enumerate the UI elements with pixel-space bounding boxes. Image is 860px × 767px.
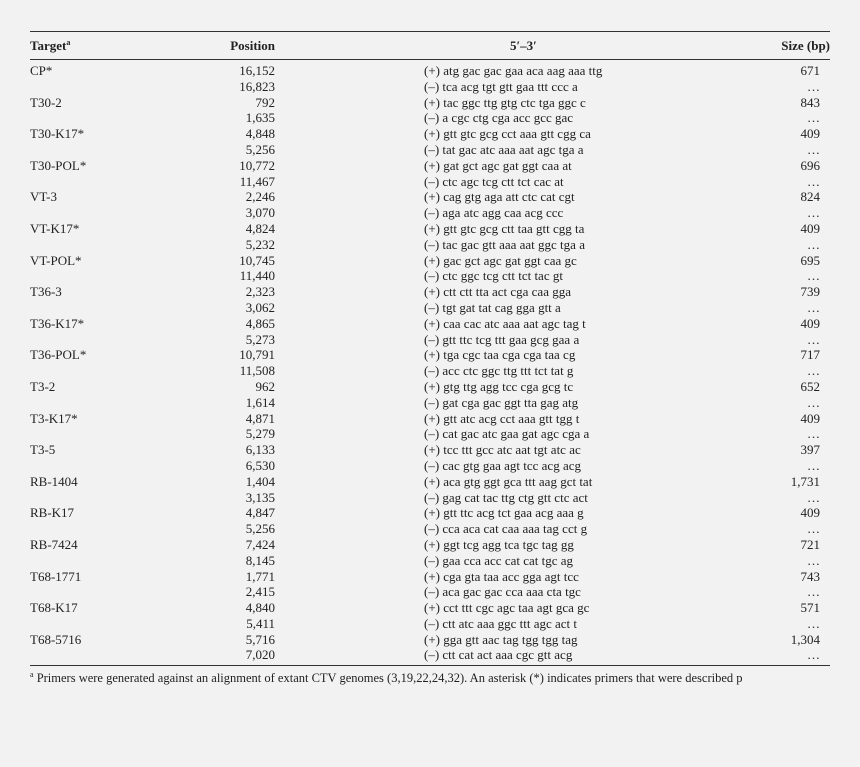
cell-sequence: (–) acc ctc ggc ttg ttt tct tat g: [424, 363, 574, 379]
cell-size: 652: [800, 378, 820, 394]
table-row: [0, 174, 860, 190]
cell-position: 792: [255, 94, 275, 110]
table-body: [0, 63, 860, 663]
cell-size: 409: [800, 315, 820, 331]
cell-size: 571: [800, 600, 820, 616]
cell-sequence: (–) ctc agc tcg ctt tct cac at: [424, 173, 564, 189]
table-row: [0, 474, 860, 490]
cell-position: 4,848: [245, 126, 275, 142]
cell-size: …: [807, 141, 820, 157]
cell-size: …: [807, 489, 820, 505]
header-target-label: Target: [30, 38, 67, 53]
cell-sequence: (+) cct ttt cgc agc taa agt gca gc: [424, 600, 590, 616]
cell-sequence: (+) cga gta taa acc gga agt tcc: [424, 568, 579, 584]
table-row: [0, 584, 860, 600]
cell-sequence: (–) gaa cca acc cat cat tgc ag: [424, 552, 574, 568]
cell-target: VT-K17*: [30, 220, 80, 236]
table-row: [0, 505, 860, 521]
cell-sequence: (–) tca acg tgt gtt gaa ttt ccc a: [424, 78, 578, 94]
cell-size: 695: [800, 252, 820, 268]
cell-position: 7,020: [245, 647, 275, 663]
header-sequence: 5′–3′: [510, 38, 537, 53]
cell-size: 843: [800, 94, 820, 110]
table-row: [0, 158, 860, 174]
cell-position: 3,135: [245, 489, 275, 505]
cell-position: 10,772: [239, 157, 275, 173]
cell-position: 1,404: [245, 473, 275, 489]
cell-size: 743: [800, 568, 820, 584]
cell-target: RB-1404: [30, 473, 78, 489]
cell-position: 4,865: [245, 315, 275, 331]
cell-size: …: [807, 647, 820, 663]
cell-size: …: [807, 426, 820, 442]
cell-sequence: (+) tga cgc taa cga cga taa cg: [424, 347, 576, 363]
table-row: [0, 95, 860, 111]
cell-size: …: [807, 615, 820, 631]
cell-size: …: [807, 457, 820, 473]
cell-sequence: (–) ctc ggc tcg ctt tct tac gt: [424, 268, 563, 284]
cell-size: …: [807, 205, 820, 221]
cell-sequence: (–) ctt atc aaa ggc ttt agc act t: [424, 615, 578, 631]
cell-sequence: (–) gtt ttc tcg ttt gaa gcg gaa a: [424, 331, 580, 347]
table-row: [0, 363, 860, 379]
cell-position: 5,279: [245, 426, 275, 442]
cell-position: 3,062: [245, 299, 275, 315]
cell-sequence: (–) ctt cat act aaa cgc gtt acg: [424, 647, 573, 663]
cell-sequence: (+) gat gct agc gat ggt caa at: [424, 157, 572, 173]
cell-position: 10,791: [239, 347, 275, 363]
table-row: [0, 411, 860, 427]
table-bottom-rule: [30, 665, 830, 666]
cell-size: …: [807, 331, 820, 347]
table-row: [0, 316, 860, 332]
table-row: [0, 379, 860, 395]
table-header-rule: [30, 59, 830, 60]
table-row: [0, 205, 860, 221]
cell-size: 409: [800, 220, 820, 236]
cell-size: …: [807, 363, 820, 379]
cell-size: …: [807, 394, 820, 410]
cell-position: 6,530: [245, 457, 275, 473]
cell-sequence: (+) tcc ttt gcc atc aat tgt atc ac: [424, 442, 581, 458]
cell-target: T30-POL*: [30, 157, 87, 173]
cell-target: VT-POL*: [30, 252, 82, 268]
cell-size: 671: [800, 63, 820, 78]
cell-position: 11,508: [239, 363, 275, 379]
cell-target: RB-7424: [30, 536, 78, 552]
cell-size: 409: [800, 410, 820, 426]
cell-position: 1,635: [245, 110, 275, 126]
table-top-rule: [30, 31, 830, 32]
table-row: [0, 189, 860, 205]
cell-position: 10,745: [239, 252, 275, 268]
cell-position: 2,323: [245, 284, 275, 300]
cell-position: 962: [255, 378, 275, 394]
table-row: [0, 569, 860, 585]
cell-sequence: (–) cat gac atc gaa gat agc cga a: [424, 426, 590, 442]
header-size: Size (bp): [781, 38, 830, 53]
cell-size: 397: [800, 442, 820, 458]
cell-sequence: (–) tgt gat tat cag gga gtt a: [424, 299, 561, 315]
cell-size: …: [807, 236, 820, 252]
cell-sequence: (+) gtt atc acg cct aaa gtt tgg t: [424, 410, 580, 426]
cell-position: 5,716: [245, 631, 275, 647]
table-row: [0, 537, 860, 553]
cell-size: 409: [800, 505, 820, 521]
cell-size: 721: [800, 536, 820, 552]
table-row: [0, 616, 860, 632]
cell-sequence: (–) tat gac atc aaa aat agc tga a: [424, 141, 584, 157]
cell-sequence: (–) cac gtg gaa agt tcc acg acg: [424, 457, 581, 473]
cell-position: 11,467: [239, 173, 275, 189]
cell-target: RB-K17: [30, 505, 75, 521]
cell-size: 739: [800, 284, 820, 300]
table-row: [0, 268, 860, 284]
cell-position: 16,152: [239, 63, 275, 78]
header-position: Position: [230, 38, 275, 53]
cell-position: 2,415: [245, 584, 275, 600]
cell-size: …: [807, 78, 820, 94]
table-row: [0, 600, 860, 616]
cell-size: 1,731: [790, 473, 820, 489]
table-row: [0, 221, 860, 237]
cell-position: 5,411: [246, 615, 275, 631]
cell-sequence: (+) gga gtt aac tag tgg tgg tag: [424, 631, 578, 647]
cell-position: 11,440: [239, 268, 275, 284]
cell-position: 1,771: [245, 568, 275, 584]
cell-position: 5,273: [245, 331, 275, 347]
cell-size: 824: [800, 189, 820, 205]
cell-position: 4,847: [245, 505, 275, 521]
cell-target: T3-K17*: [30, 410, 78, 426]
cell-size: …: [807, 521, 820, 537]
cell-size: …: [807, 110, 820, 126]
cell-sequence: (–) cca aca cat caa aaa tag cct g: [424, 521, 588, 537]
table-row: [0, 347, 860, 363]
cell-position: 6,133: [245, 442, 275, 458]
cell-sequence: (+) caa cac atc aaa aat agc tag t: [424, 315, 586, 331]
table-row: [0, 553, 860, 569]
cell-target: T36-3: [30, 284, 62, 300]
table-row: [0, 253, 860, 269]
cell-target: T36-K17*: [30, 315, 85, 331]
cell-size: …: [807, 299, 820, 315]
table-row: [0, 490, 860, 506]
cell-sequence: (+) cag gtg aga att ctc cat cgt: [424, 189, 575, 205]
cell-sequence: (–) tac gac gtt aaa aat ggc tga a: [424, 236, 585, 252]
cell-size: …: [807, 173, 820, 189]
cell-target: VT-3: [30, 189, 57, 205]
table-row: [0, 126, 860, 142]
table-row: [0, 332, 860, 348]
table-row: [0, 300, 860, 316]
cell-sequence: (+) ctt ctt tta act cga caa gga: [424, 284, 571, 300]
table-row: [0, 284, 860, 300]
cell-size: …: [807, 268, 820, 284]
table-footnote: [30, 671, 830, 686]
cell-position: 4,824: [245, 220, 275, 236]
cell-sequence: (+) gtg ttg agg tcc cga gcg tc: [424, 378, 574, 394]
cell-position: 4,840: [245, 600, 275, 616]
table-row: [0, 63, 860, 79]
cell-position: 7,424: [245, 536, 275, 552]
table-row: [0, 237, 860, 253]
cell-target: T68-5716: [30, 631, 82, 647]
cell-position: 1,614: [245, 394, 275, 410]
cell-sequence: (–) a cgc ctg cga acc gcc gac: [424, 110, 574, 126]
table-row: [0, 458, 860, 474]
cell-sequence: (–) gag cat tac ttg ctg gtt ctc act: [424, 489, 588, 505]
cell-sequence: (+) aca gtg ggt gca ttt aag gct tat: [424, 473, 593, 489]
cell-size: …: [807, 552, 820, 568]
cell-size: 717: [800, 347, 820, 363]
header-target: [30, 38, 70, 54]
cell-size: 409: [800, 126, 820, 142]
cell-sequence: (–) gat cga gac ggt tta gag atg: [424, 394, 579, 410]
cell-sequence: (+) atg gac gac gaa aca aag aaa ttg: [424, 63, 603, 78]
cell-sequence: (+) ggt tcg agg tca tgc tag gg: [424, 536, 574, 552]
cell-target: T3-2: [30, 378, 56, 394]
header-target-footnote-mark: a: [66, 38, 71, 47]
table-row: [0, 647, 860, 663]
cell-position: 2,246: [245, 189, 275, 205]
cell-position: 5,256: [245, 141, 275, 157]
footnote-text: Primers were generated against an alignment of extant CTV genomes (3,19,22,24,32). An asterisk (*) indicates primers that were described p: [33, 671, 743, 685]
cell-target: T36-POL*: [30, 347, 87, 363]
cell-position: 16,823: [239, 78, 275, 94]
table-row: [0, 79, 860, 95]
table-row: [0, 632, 860, 648]
cell-target: T30-K17*: [30, 126, 85, 142]
cell-sequence: (–) aga atc agg caa acg ccc: [424, 205, 564, 221]
cell-position: 5,256: [245, 521, 275, 537]
table-row: [0, 110, 860, 126]
cell-target: CP*: [30, 63, 53, 78]
cell-sequence: (+) gac gct agc gat ggt caa gc: [424, 252, 577, 268]
cell-size: 1,304: [790, 631, 820, 647]
cell-sequence: (–) aca gac gac cca aaa cta tgc: [424, 584, 581, 600]
cell-sequence: (+) tac ggc ttg gtg ctc tga ggc c: [424, 94, 586, 110]
cell-position: 8,145: [245, 552, 275, 568]
footnote-mark: a: [30, 671, 34, 679]
cell-target: T68-1771: [30, 568, 82, 584]
table-row: [0, 442, 860, 458]
cell-sequence: (+) gtt gtc gcg cct aaa gtt cgg ca: [424, 126, 591, 142]
cell-target: T68-K17: [30, 600, 78, 616]
table-row: [0, 142, 860, 158]
table-row: [0, 395, 860, 411]
cell-position: 3,070: [245, 205, 275, 221]
cell-size: 696: [800, 157, 820, 173]
cell-target: T3-5: [30, 442, 56, 458]
cell-sequence: (+) gtt ttc acg tct gaa acg aaa g: [424, 505, 584, 521]
table-row: [0, 426, 860, 442]
cell-sequence: (+) gtt gtc gcg ctt taa gtt cgg ta: [424, 220, 585, 236]
table-row: [0, 521, 860, 537]
cell-position: 5,232: [245, 236, 275, 252]
cell-size: …: [807, 584, 820, 600]
cell-position: 4,871: [245, 410, 275, 426]
cell-target: T30-2: [30, 94, 62, 110]
